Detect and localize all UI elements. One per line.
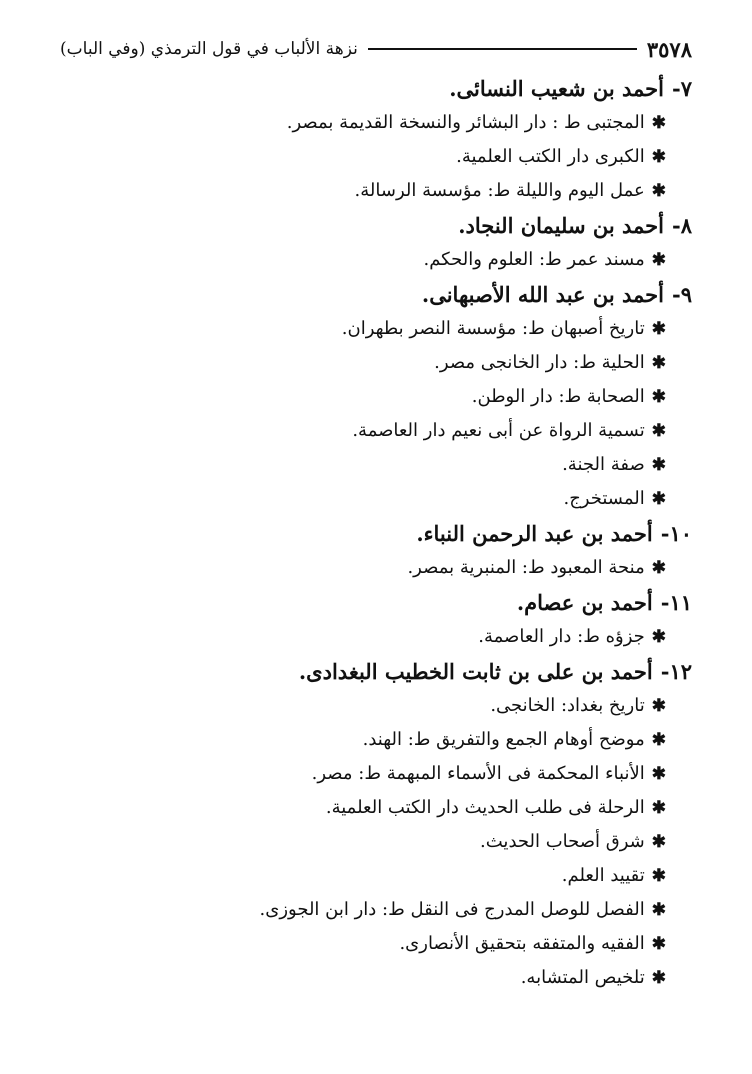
list-item-text: الفقيه والمتفقه بتحقيق الأنصارى. [399,933,645,954]
bullet-star-icon: ✱ [651,730,666,750]
bullet-star-icon: ✱ [651,250,666,270]
bullet-star-icon: ✱ [651,558,666,578]
list-item [40,448,666,482]
list-item [40,620,666,654]
list-item-text: تلخيص المتشابه. [520,967,645,988]
list-item-text: منحة المعبود ط: المنبرية بمصر. [407,557,645,578]
list-item [40,893,666,927]
bullet-star-icon: ✱ [651,866,666,886]
list-item-text: شرق أصحاب الحديث. [480,831,645,852]
entry-author-name: أحمد بن على بن ثابت الخطيب البغدادى. [298,659,653,684]
entry-block [40,655,692,995]
entry-number: ١١- [660,590,692,615]
list-item [40,961,666,995]
entry-title [40,72,692,106]
bullet-star-icon: ✱ [651,798,666,818]
entry-number: ١٢- [660,659,692,684]
list-item-text: الصحابة ط: دار الوطن. [471,386,645,407]
bullet-star-icon: ✱ [651,113,666,133]
bullet-star-icon: ✱ [651,421,666,441]
header-rule [368,48,637,50]
entry-title [40,586,692,620]
list-item [40,825,666,859]
list-item [40,380,666,414]
entry-author-name: أحمد بن عبد الله الأصبهانى. [421,282,664,307]
entry-block [40,586,692,654]
bullet-star-icon: ✱ [651,455,666,475]
bullet-star-icon: ✱ [651,319,666,339]
list-item [40,243,666,277]
bullet-star-icon: ✱ [651,181,666,201]
list-item-text: الأنباء المحكمة فى الأسماء المبهمة ط: مصر. [311,763,645,784]
list-item-text: مسند عمر ط: العلوم والحكم. [423,249,645,270]
list-item [40,689,666,723]
list-item-text: جزؤه ط: دار العاصمة. [478,626,645,647]
list-item-text: تاريخ أصبهان ط: مؤسسة النصر بطهران. [341,318,645,339]
list-item-text: تاريخ بغداد: الخانجى. [490,695,645,716]
list-item [40,791,666,825]
list-item [40,174,666,208]
entry-block [40,72,692,208]
page-number: ٣٥٧٨ [646,36,692,62]
list-item-text: المجتبى ط : دار البشائر والنسخة القديمة بمصر. [286,112,645,133]
list-item-text: صفة الجنة. [562,454,645,475]
entry-author-name: أحمد بن سليمان النجاد. [458,213,664,238]
list-item [40,106,666,140]
list-item [40,551,666,585]
list-item [40,723,666,757]
list-item-text: الرحلة فى طلب الحديث دار الكتب العلمية. [325,797,645,818]
running-title: نزهة الألباب في قول الترمذي (وفي الباب) [60,39,358,59]
bullet-star-icon: ✱ [651,696,666,716]
entry-block [40,517,692,585]
entry-title [40,517,692,551]
bullet-star-icon: ✱ [651,387,666,407]
entry-author-name: أحمد بن شعيب النسائى. [449,76,664,101]
running-header [60,34,692,64]
list-item-text: موضح أوهام الجمع والتفريق ط: الهند. [362,729,645,750]
entry-number: ٩- [672,282,692,307]
list-item [40,757,666,791]
entry-title [40,209,692,243]
list-item [40,927,666,961]
list-item [40,482,666,516]
bullet-star-icon: ✱ [651,900,666,920]
bullet-star-icon: ✱ [651,764,666,784]
entry-number: ٨- [672,213,692,238]
bullet-star-icon: ✱ [651,353,666,373]
list-item-text: عمل اليوم والليلة ط: مؤسسة الرسالة. [354,180,645,201]
list-item [40,346,666,380]
entry-title [40,278,692,312]
entry-block [40,278,692,516]
list-item [40,414,666,448]
list-item [40,312,666,346]
list-item-text: الحلية ط: دار الخانجى مصر. [434,352,645,373]
entry-number: ٧- [672,76,692,101]
bullet-star-icon: ✱ [651,832,666,852]
entry-author-name: أحمد بن عبد الرحمن النباء. [416,521,653,546]
list-item-text: الفصل للوصل المدرج فى النقل ط: دار ابن الجوزى. [259,899,645,920]
list-item-text: الكبرى دار الكتب العلمية. [456,146,645,167]
entry-number: ١٠- [660,521,692,546]
bullet-star-icon: ✱ [651,934,666,954]
list-item-text: تسمية الرواة عن أبى نعيم دار العاصمة. [352,420,645,441]
entry-block [40,209,692,277]
entry-list [40,72,692,996]
bullet-star-icon: ✱ [651,147,666,167]
entry-author-name: أحمد بن عصام. [516,590,653,615]
bullet-star-icon: ✱ [651,489,666,509]
bullet-star-icon: ✱ [651,627,666,647]
entry-title [40,655,692,689]
list-item [40,140,666,174]
list-item-text: المستخرج. [563,488,645,509]
list-item-text: تقييد العلم. [561,865,645,886]
list-item [40,859,666,893]
bullet-star-icon: ✱ [651,968,666,988]
